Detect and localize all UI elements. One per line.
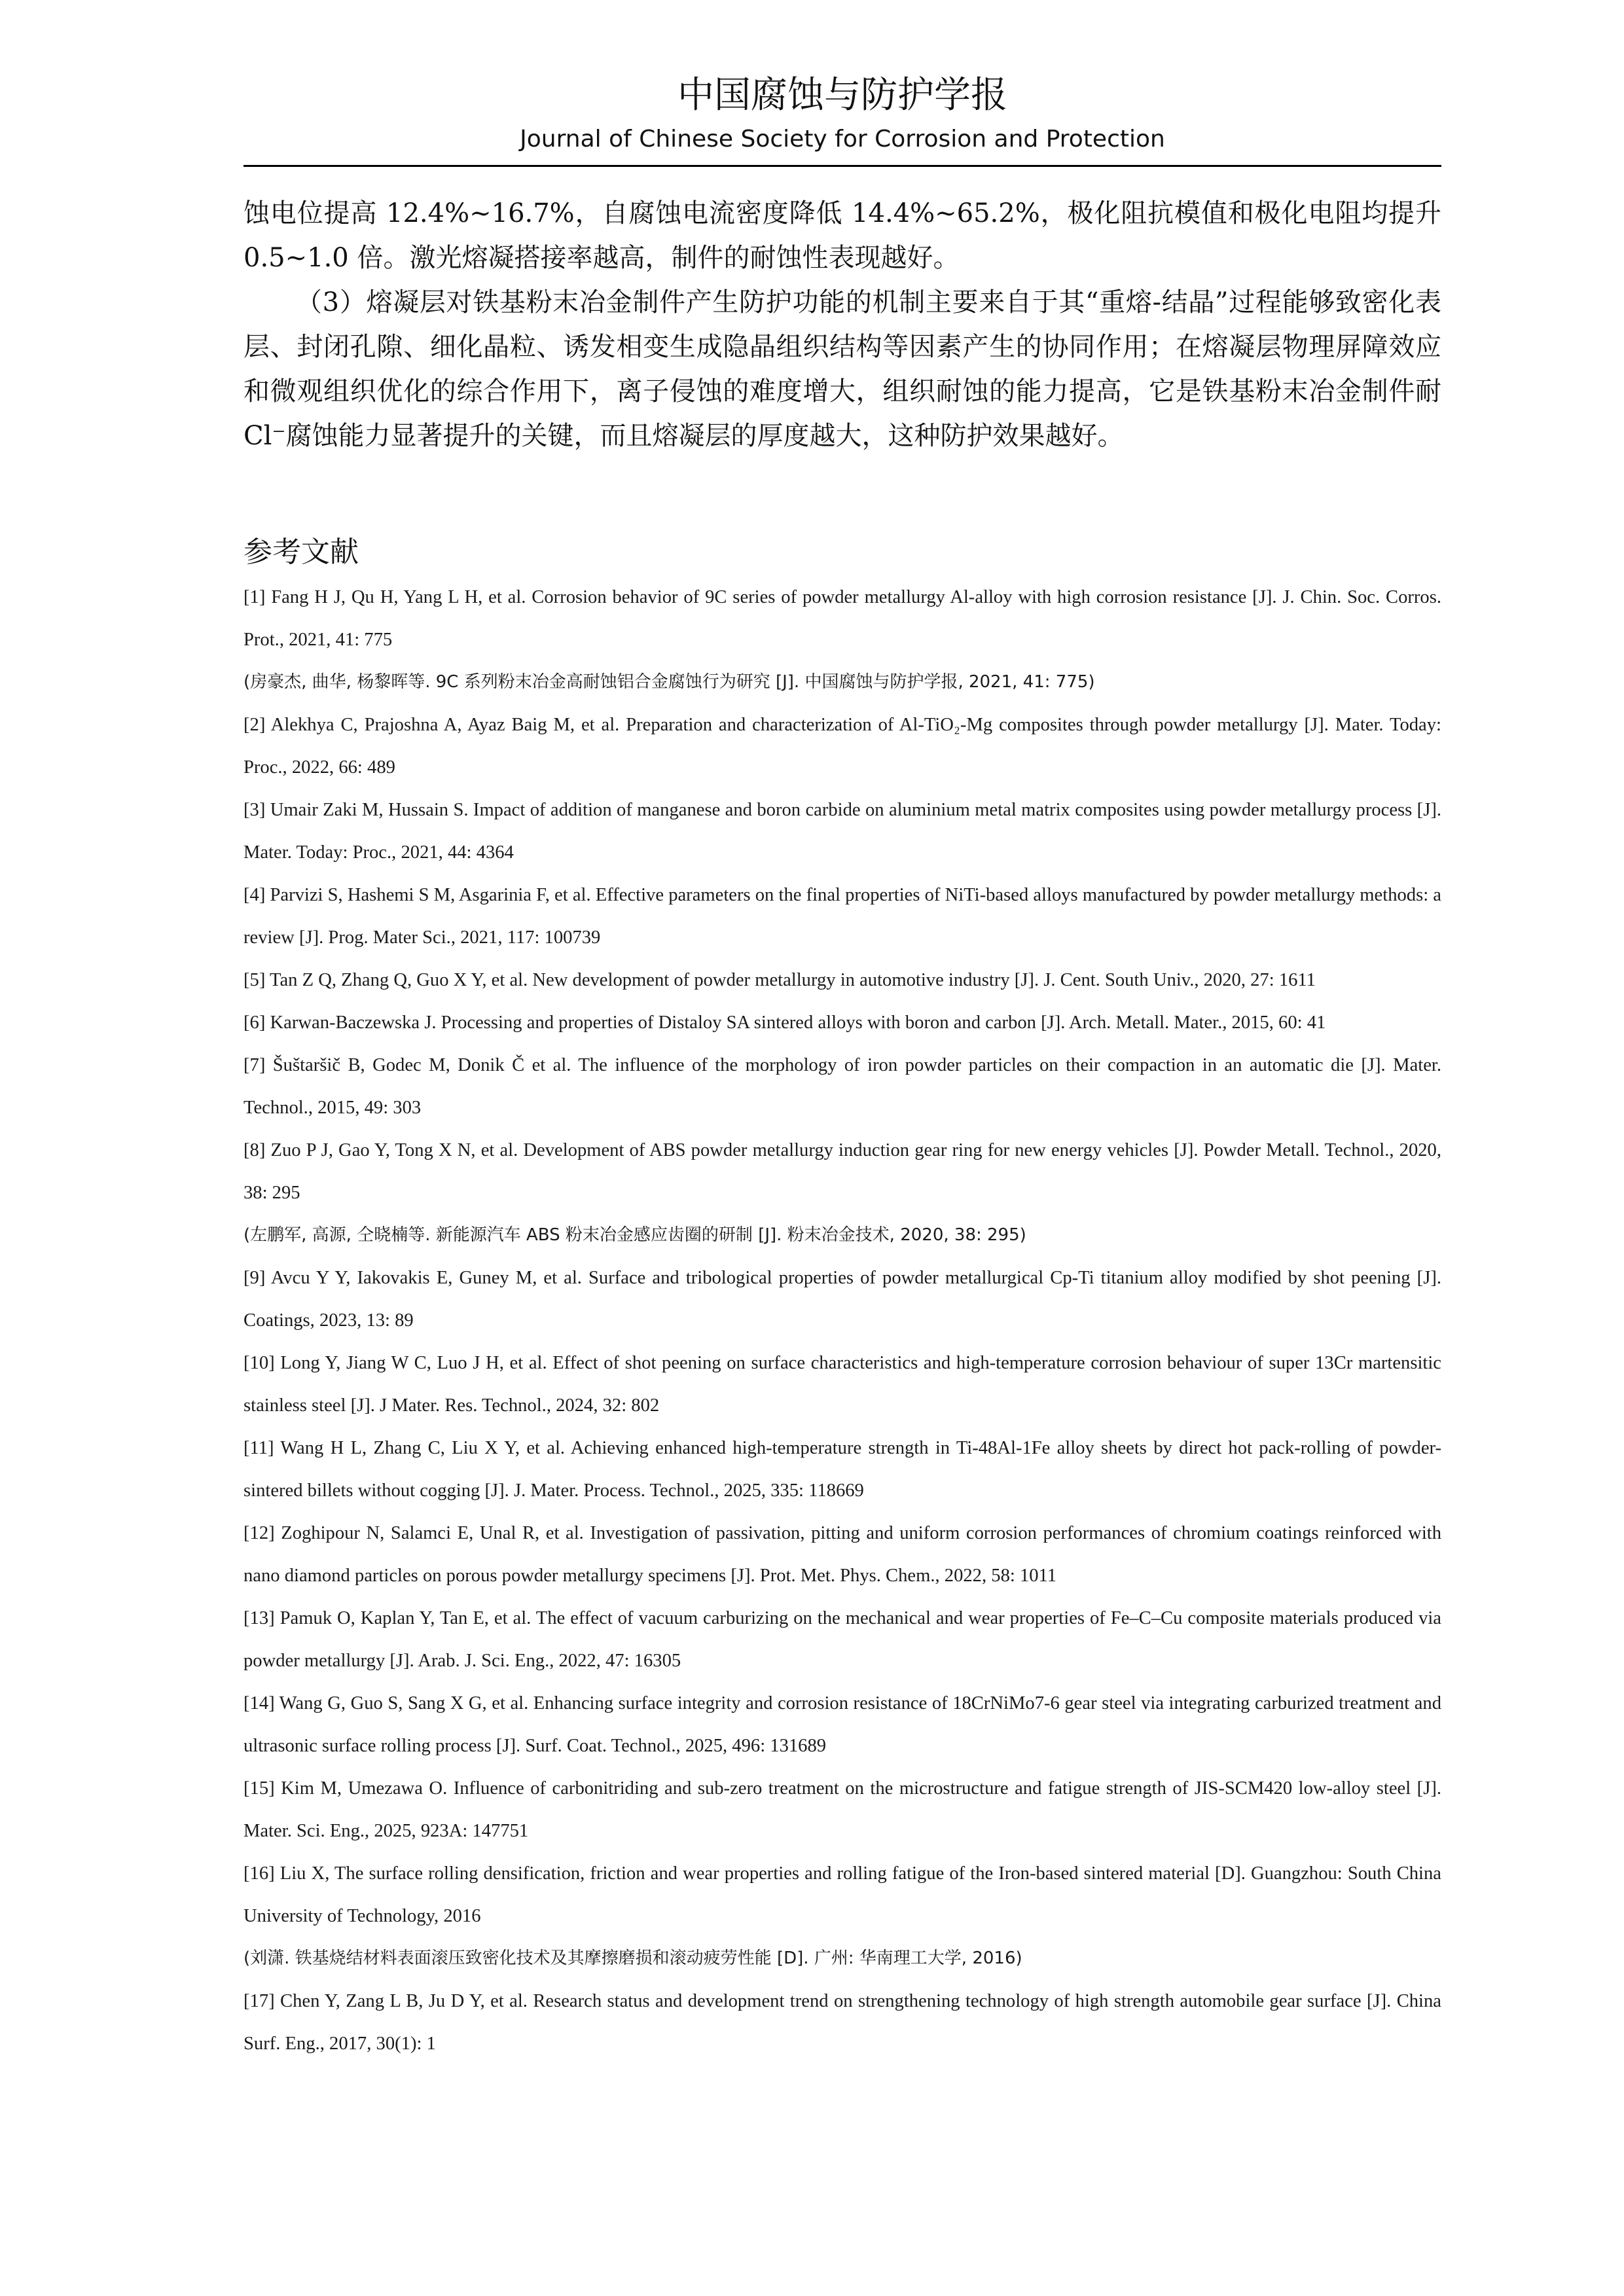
reference-item: [4] Parvizi S, Hashemi S M, Asgarinia F, et al. Effective parameters on the final properties of NiTi-based alloys manufactured by powder metallurgy methods: a review [J]. Prog. Mater Sci., 2021, 117: 100739 <box>244 885 1441 948</box>
body-text <box>244 191 1441 458</box>
journal-title-en: Journal of Chinese Society for Corrosion and Protection <box>520 126 1165 152</box>
reference-item: [2] Alekhya C, Prajoshna A, Ayaz Baig M, et al. Preparation and characterization of Al-TiO₂-Mg composites through powder metallurgy [J]. Mater. Today: Proc., 2022, 66: 489 <box>244 715 1441 778</box>
reference-item: [15] Kim M, Umezawa O. Influence of carbonitriding and sub-zero treatment on the microstructure and fatigue strength of JIS-SCM420 low-alloy steel [J]. Mater. Sci. Eng., 2025, 923A: 147751 <box>244 1778 1441 1841</box>
reference-item: [3] Umair Zaki M, Hussain S. Impact of addition of manganese and boron carbide on aluminium metal matrix composites using powder metallurgy process [J]. Mater. Today: Proc., 2021, 44: 4364 <box>244 800 1441 863</box>
reference-item-cn: (左鹏军, 高源, 仝晓楠等. 新能源汽车 ABS 粉末冶金感应齿圈的研制 [J]. 粉末冶金技术, 2020, 38: 295) <box>244 1225 1026 1245</box>
reference-item-cn: (房豪杰, 曲华, 杨黎晖等. 9C 系列粉末冶金高耐蚀铝合金腐蚀行为研究 [J]. 中国腐蚀与防护学报, 2021, 41: 775) <box>244 672 1095 692</box>
reference-item: [9] Avcu Y Y, Iakovakis E, Guney M, et al. Surface and tribological properties of powder metallurgical Cp-Ti titanium alloy modified by shot peening [J]. Coatings, 2023, 13: 89 <box>244 1268 1441 1331</box>
journal-header <box>244 71 1441 156</box>
reference-item: [16] Liu X, The surface rolling densification, friction and wear properties and rolling fatigue of the Iron-based sintered material [D]. Guangzhou: South China University of Technology, 2016 <box>244 1863 1441 1926</box>
reference-item: [12] Zoghipour N, Salamci E, Unal R, et al. Investigation of passivation, pitting and uniform corrosion performances of chromium coatings reinforced with nano diamond particles on porous powder metallurgy specimens [J]. Prot. Met. Phys. Chem., 2022, 58: 1011 <box>244 1523 1441 1586</box>
paragraph-1: 蚀电位提高 12.4%~16.7%，自腐蚀电流密度降低 14.4%~65.2%，极化阻抗模值和极化电阻均提升 0.5~1.0 倍。激光熔凝搭接率越高，制件的耐蚀性表现越好。 <box>244 198 1441 273</box>
reference-item: [14] Wang G, Guo S, Sang X G, et al. Enhancing surface integrity and corrosion resistance of 18CrNiMo7-6 gear steel via integrating carburized treatment and ultrasonic surface rolling process [J]. Surf. Coat. Technol., 2025, 496: 131689 <box>244 1693 1441 1756</box>
reference-item: [5] Tan Z Q, Zhang Q, Guo X Y, et al. New development of powder metallurgy in automotive industry [J]. J. Cent. South Univ., 2020, 27: 1611 <box>244 970 1316 990</box>
reference-item: [13] Pamuk O, Kaplan Y, Tan E, et al. The effect of vacuum carburizing on the mechanical and wear properties of Fe–C–Cu composite materials produced via powder metallurgy [J]. Arab. J. Sci. Eng., 2022, 47: 16305 <box>244 1608 1441 1671</box>
reference-item: [6] Karwan-Baczewska J. Processing and properties of Distaloy SA sintered alloys with boron and carbon [J]. Arch. Metall. Mater., 2015, 60: 41 <box>244 1013 1326 1033</box>
reference-item: [10] Long Y, Jiang W C, Luo J H, et al. Effect of shot peening on surface characteristics and high-temperature corrosion behaviour of super 13Cr martensitic stainless steel [J]. J Mater. Res. Technol., 2024, 32: 802 <box>244 1353 1441 1416</box>
reference-item: [7] Šuštaršič B, Godec M, Donik Č et al. The influence of the morphology of iron powder particles on their compaction in an automatic die [J]. Mater. Technol., 2015, 49: 303 <box>244 1055 1441 1118</box>
references-list <box>244 576 1441 2065</box>
journal-title-cn: 中国腐蚀与防护学报 <box>677 74 1007 117</box>
references-heading: 参考文献 <box>244 535 359 569</box>
reference-item: [8] Zuo P J, Gao Y, Tong X N, et al. Development of ABS powder metallurgy induction gear ring for new energy vehicles [J]. Powder Metall. Technol., 2020, 38: 295 <box>244 1140 1441 1203</box>
reference-item-cn: (刘潇. 铁基烧结材料表面滚压致密化技术及其摩擦磨损和滚动疲劳性能 [D]. 广州: 华南理工大学, 2016) <box>244 1948 1022 1968</box>
paragraph-2: （3）熔凝层对铁基粉末冶金制件产生防护功能的机制主要来自于其“重熔-结晶”过程能够致密化表层、封闭孔隙、细化晶粒、诱发相变生成隐晶组织结构等因素产生的协同作用；在熔凝层物理屏障效应和微观组织优化的综合作用下，离子侵蚀的难度增大，组织耐蚀的能力提高，它是铁基粉末冶金制件耐 Cl⁻腐蚀能力显著提升的关键，而且熔凝层的厚度越大，这种防护效果越好。 <box>244 287 1441 451</box>
header-divider <box>244 165 1441 167</box>
reference-item: [11] Wang H L, Zhang C, Liu X Y, et al. Achieving enhanced high-temperature strength in Ti-48Al-1Fe alloy sheets by direct hot pack-rolling of powder-sintered billets without cogging [J]. J. Mater. Process. Technol., 2025, 335: 118669 <box>244 1438 1441 1501</box>
reference-item: [17] Chen Y, Zang L B, Ju D Y, et al. Research status and development trend on strengthening technology of high strength automobile gear surface [J]. China Surf. Eng., 2017, 30(1): 1 <box>244 1991 1441 2054</box>
reference-item: [1] Fang H J, Qu H, Yang L H, et al. Corrosion behavior of 9C series of powder metallurgy Al-alloy with high corrosion resistance [J]. J. Chin. Soc. Corros. Prot., 2021, 41: 775 <box>244 587 1441 650</box>
